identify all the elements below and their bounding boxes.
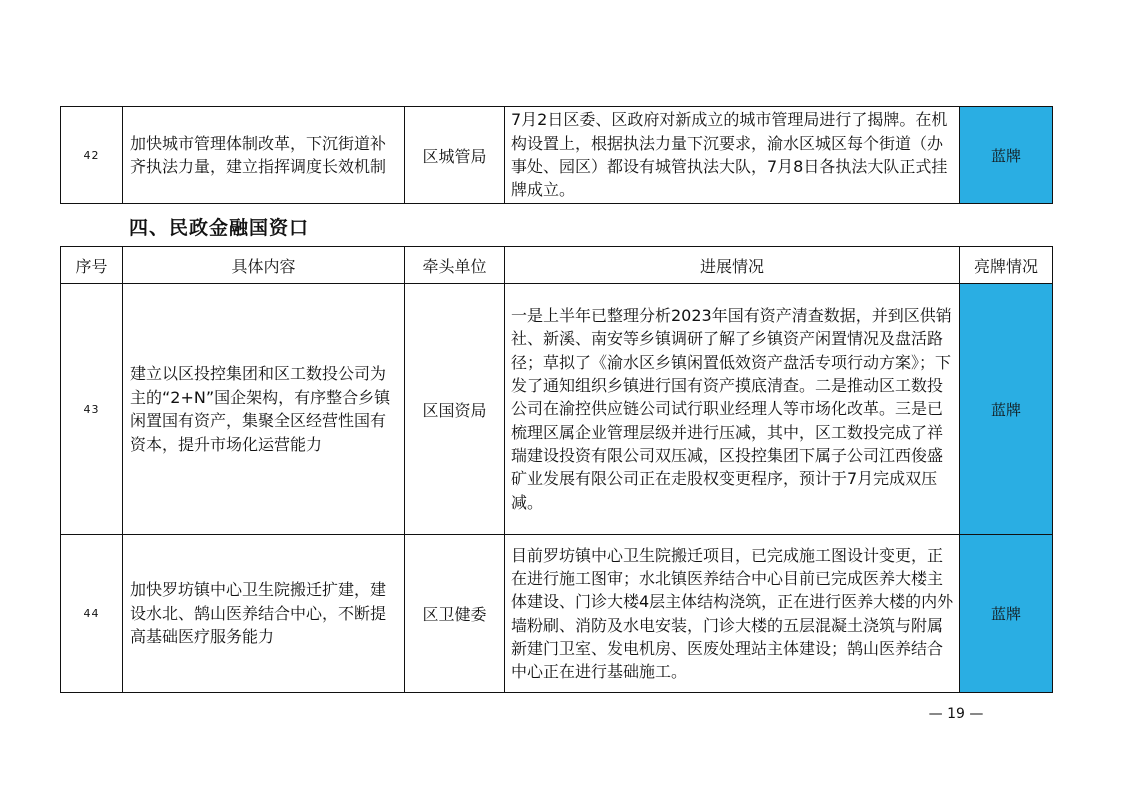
task-content: 加快城市管理体制改革，下沉街道补齐执法力量，建立指挥调度长效机制 [123,107,405,204]
header-progress: 进展情况 [505,247,960,284]
header-status: 亮牌情况 [960,247,1053,284]
section-title: 四、民政金融国资口 [129,217,310,239]
lead-unit: 区卫健委 [405,535,505,693]
header-content: 具体内容 [123,247,405,284]
table-header-row [61,247,1053,284]
row-number: 43 [61,284,123,535]
status-badge: 蓝牌 [960,535,1053,693]
progress-table [60,246,1053,693]
status-badge: 蓝牌 [960,107,1053,204]
lead-unit: 区城管局 [405,107,505,204]
row-number: 42 [61,107,123,204]
table-row [61,535,1053,693]
progress-text: 目前罗坊镇中心卫生院搬迁项目，已完成施工图设计变更，正在进行施工图审；水北镇医养结合中心目前已完成医养大楼主体建设、门诊大楼4层主体结构浇筑，正在进行医养大楼的内外墙粉刷、消防及水电安装，门诊大楼的五层混凝土浇筑与附属新建门卫室、发电机房、医废处理站主体建设；鹄山医养结合中心正在进行基础施工。 [505,535,960,693]
header-lead-unit: 牵头单位 [405,247,505,284]
task-content: 建立以区投控集团和区工数投公司为主的“2+N”国企架构，有序整合乡镇闲置国有资产，集聚全区经营性国有资本，提升市场化运营能力 [123,284,405,535]
progress-text: 一是上半年已整理分析2023年国有资产清查数据，并到区供销社、新溪、南安等乡镇调研了解了乡镇资产闲置情况及盘活路径；草拟了《渝水区乡镇闲置低效资产盘活专项行动方案》；下发了通知组织乡镇进行国有资产摸底清查。二是推动区工数投公司在渝控供应链公司试行职业经理人等市场化改革。三是已梳理区属企业管理层级并进行压减，其中，区工数投完成了祥瑞建设投资有限公司双压减，区投控集团下属子公司江西俊盛矿业发展有限公司正在走股权变更程序，预计于7月完成双压减。 [505,284,960,535]
lead-unit: 区国资局 [405,284,505,535]
table-row [61,284,1053,535]
row-number: 44 [61,535,123,693]
table-row [61,107,1053,204]
page-number: — 19 — [928,706,984,722]
header-number: 序号 [61,247,123,284]
progress-table-continued [60,106,1053,204]
progress-text: 7月2日区委、区政府对新成立的城市管理局进行了揭牌。在机构设置上，根据执法力量下沉要求，渝水区城区每个街道（办事处、园区）都设有城管执法大队，7月8日各执法大队正式挂牌成立。 [505,107,960,204]
status-badge: 蓝牌 [960,284,1053,535]
task-content: 加快罗坊镇中心卫生院搬迁扩建，建设水北、鹄山医养结合中心，不断提高基础医疗服务能力 [123,535,405,693]
